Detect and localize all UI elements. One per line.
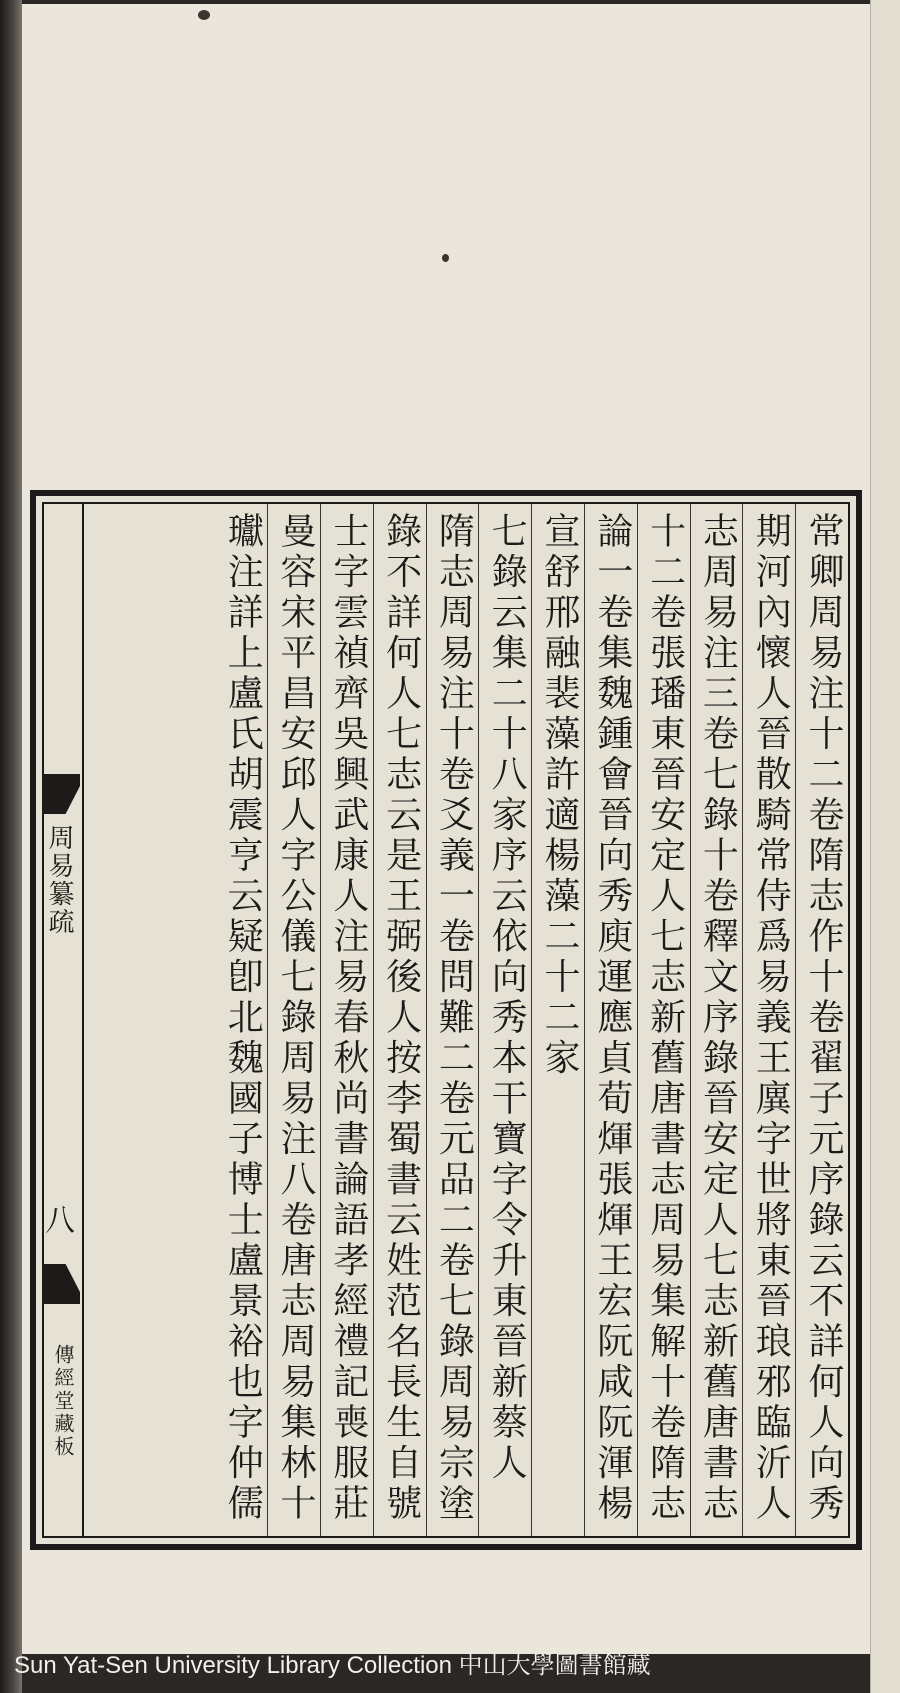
text-column: 常卿周易注十二卷隋志作十卷翟子元序錄云不詳何人向秀	[795, 504, 848, 1536]
next-page-edge	[870, 0, 900, 1693]
ink-speck	[442, 254, 449, 262]
text-column: 士字雲禎齊吳興武康人注易春秋尚書論語孝經禮記喪服莊	[320, 504, 373, 1536]
fishtail-mark-bottom	[44, 1264, 80, 1304]
text-column: 十二卷張璠東晉安定人七志新舊唐書志周易集解十卷隋志	[637, 504, 690, 1536]
text-column: 瓛注詳上盧氏胡震亨云疑卽北魏國子博士盧景裕也字仲儒	[222, 512, 264, 1525]
text-column: 志周易注三卷七錄十卷釋文序錄晉安定人七志新舊唐書志	[690, 504, 743, 1536]
woodblock-frame	[30, 490, 862, 1550]
library-collection-caption: Sun Yat-Sen University Library Collection 中山大學圖書館藏	[14, 1652, 651, 1679]
center-margin-column	[39, 504, 84, 1536]
text-column: 錄不詳何人七志云是王弼後人按李蜀書云姓范名長生自號	[373, 504, 426, 1536]
fishtail-mark-top	[44, 774, 80, 814]
book-title-in-margin: 周易纂疏	[44, 824, 74, 936]
text-column: 期河內懷人晉散騎常侍爲易義王廙字世將東晉琅邪臨沂人	[742, 504, 795, 1536]
book-spine	[0, 0, 22, 1693]
text-column: 隋志周易注十卷爻義一卷問難二卷元品二卷七錄周易宗塗	[426, 504, 479, 1536]
text-columns	[84, 504, 848, 1536]
text-column: 七錄云集二十八家序云依向秀本干寶字令升東晉新蔡人	[478, 504, 531, 1536]
text-block	[39, 502, 850, 1538]
ink-speck	[198, 10, 210, 20]
page-number-mark: 八	[39, 1204, 74, 1234]
text-column: 論一卷集魏鍾會晉向秀庾運應貞荀煇張煇王宏阮咸阮渾楊	[584, 504, 637, 1536]
collection-mark: 傳經堂藏板	[51, 1344, 75, 1459]
text-column: 宣舒邢融裴藻許適楊藻二十二家	[531, 504, 584, 1536]
text-column: 曼容宋平昌安邱人字公儀七錄周易注八卷唐志周易集林十	[267, 504, 320, 1536]
